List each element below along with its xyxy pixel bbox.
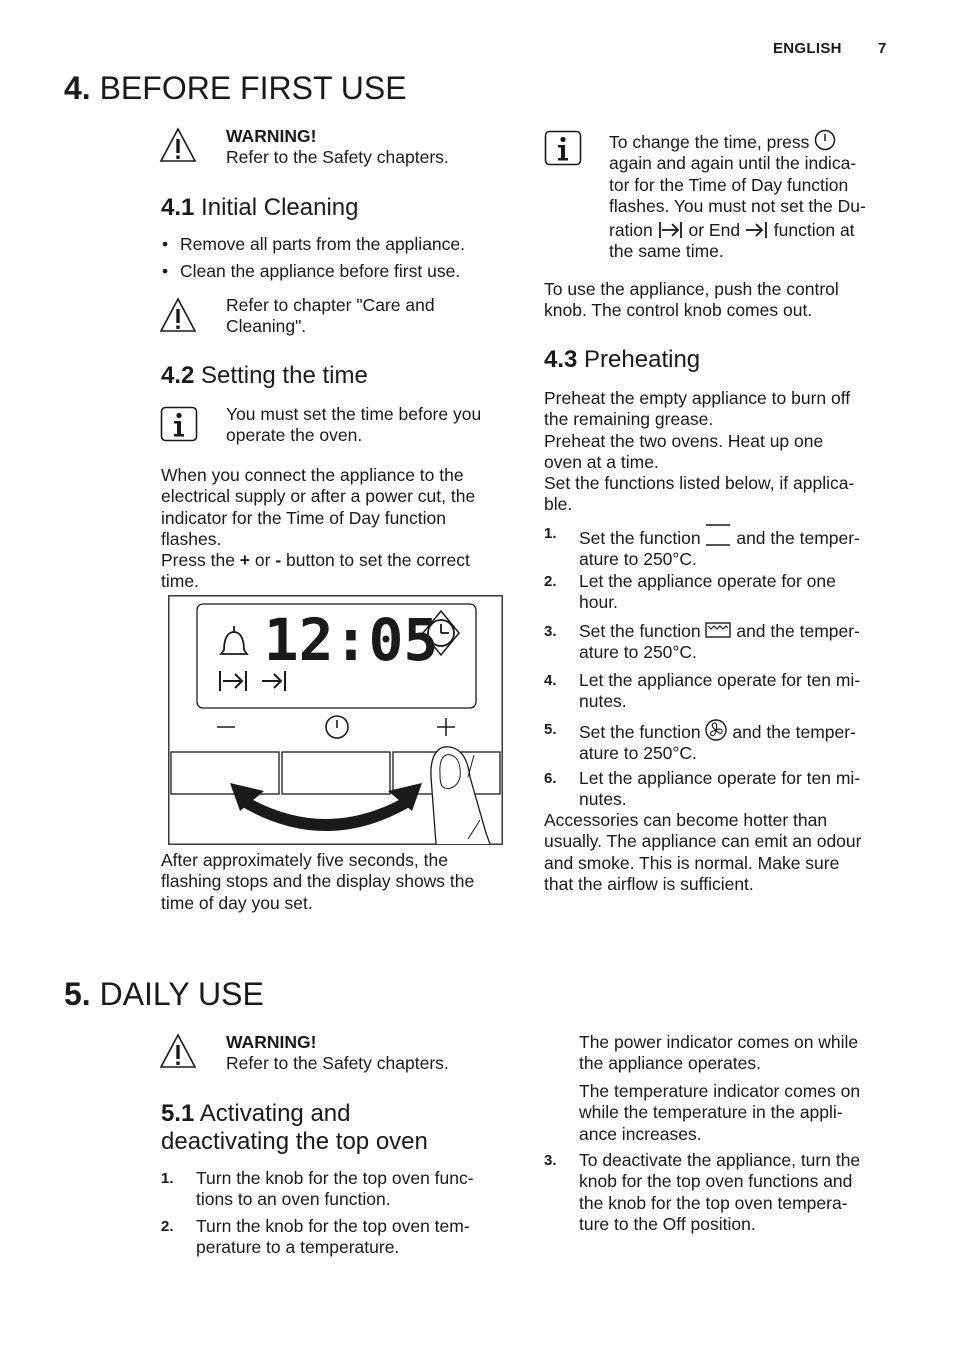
section-4-2-number: 4.2 [161, 362, 195, 389]
section-4-2-title: Setting the time [201, 362, 368, 389]
change-time-info: To change the time, press again and again until the indica- tor for the Time of Day function flashes. You must not set the Du- ration or End function at the same time. [609, 129, 866, 263]
grill-icon [705, 622, 731, 640]
end-time-icon [745, 221, 769, 239]
section-5-1-number: 5.1 [161, 1100, 195, 1127]
set-time-info: You must set the time before you operate the oven. [226, 404, 482, 446]
list-item: 2. Turn the knob for the top oven tem- perature to a temperature. [161, 1216, 470, 1258]
section-4-3-heading [544, 346, 700, 374]
top-bottom-heat-icon [705, 523, 731, 547]
use-paragraph: To use the appliance, push the control knob. The control knob comes out. [544, 279, 839, 321]
info-icon [544, 130, 582, 166]
list-item: • Clean the appliance before first use. [162, 261, 461, 281]
list-item: • Remove all parts from the appliance. [162, 234, 465, 254]
list-item: 1. Turn the knob for the top oven func- tions to an oven function. [161, 1168, 474, 1210]
list-item: 4. Let the appliance operate for ten mi- nutes. [544, 670, 861, 712]
control-panel-illustration [168, 595, 503, 845]
warning-icon [159, 1033, 197, 1069]
warning-text: Refer to the Safety chapters. [226, 1053, 449, 1074]
duration-icon [658, 221, 684, 239]
preheat-intro: Preheat the empty appliance to burn off the remaining grease. Preheat the two ovens. Heat up one oven at a time. Set the functions listed below, if applica- ble. [544, 388, 855, 515]
list-item: 1. Set the function and the temper- ature to 250°C. [544, 525, 860, 570]
display-time: 12:05 [263, 606, 439, 674]
connect-paragraph: When you connect the appliance to the electrical supply or after a power cut, the indicator for the Time of Day function flashes. Press the + or - button to set the correct time. [161, 465, 476, 592]
warning-text: Refer to the Safety chapters. [226, 147, 449, 168]
power-indicator-note: The power indicator comes on while the appliance operates. [579, 1032, 859, 1074]
section-4-3-number: 4.3 [544, 346, 578, 373]
section-4-heading [64, 70, 407, 106]
list-item: 3. Set the function and the temper- ature to 250°C. [544, 621, 860, 663]
section-5-1-heading: 5.1 Activating and deactivating the top oven [161, 1100, 428, 1155]
section-4-number: 4. [64, 70, 91, 106]
care-cleaning-note: Refer to chapter "Care and Cleaning". [226, 295, 435, 337]
language-label: ENGLISH [773, 40, 842, 57]
warning-icon [159, 127, 197, 163]
list-item: 6. Let the appliance operate for ten mi- nutes. [544, 768, 861, 810]
section-4-title: BEFORE FIRST USE [99, 70, 407, 106]
section-4-2-heading [161, 362, 368, 390]
section-5-number: 5. [64, 976, 91, 1012]
section-5-title: DAILY USE [99, 976, 264, 1012]
section-4-3-title: Preheating [584, 346, 701, 373]
fan-icon [705, 719, 727, 741]
page-number: 7 [878, 40, 887, 57]
list-item: 2. Let the appliance operate for one hour. [544, 571, 836, 613]
section-5-heading [64, 976, 264, 1012]
info-icon [160, 406, 198, 442]
warning-label: WARNING! [226, 126, 317, 146]
preheat-outro: Accessories can become hotter than usually. The appliance can emit an odour and smoke. This is normal. Make sure that the airflow is sufficient. [544, 810, 862, 894]
warning-label: WARNING! [226, 1032, 317, 1052]
section-4-1-title: Initial Cleaning [201, 194, 359, 221]
section-4-1-number: 4.1 [161, 194, 195, 221]
after-paragraph: After approximately five seconds, the flashing stops and the display shows the time of day you set. [161, 850, 475, 913]
temperature-indicator-note: The temperature indicator comes on while the temperature in the appli- ance increases. [579, 1081, 861, 1144]
warning-icon [159, 297, 197, 333]
list-item: 5. Set the function and the temper- ature to 250°C. [544, 721, 856, 764]
clock-button-icon [814, 129, 836, 151]
section-4-1-heading [161, 194, 358, 222]
list-item: 3. To deactivate the appliance, turn the knob for the top oven functions and the knob for the top oven tempera- ture to the Off position. [544, 1150, 861, 1234]
